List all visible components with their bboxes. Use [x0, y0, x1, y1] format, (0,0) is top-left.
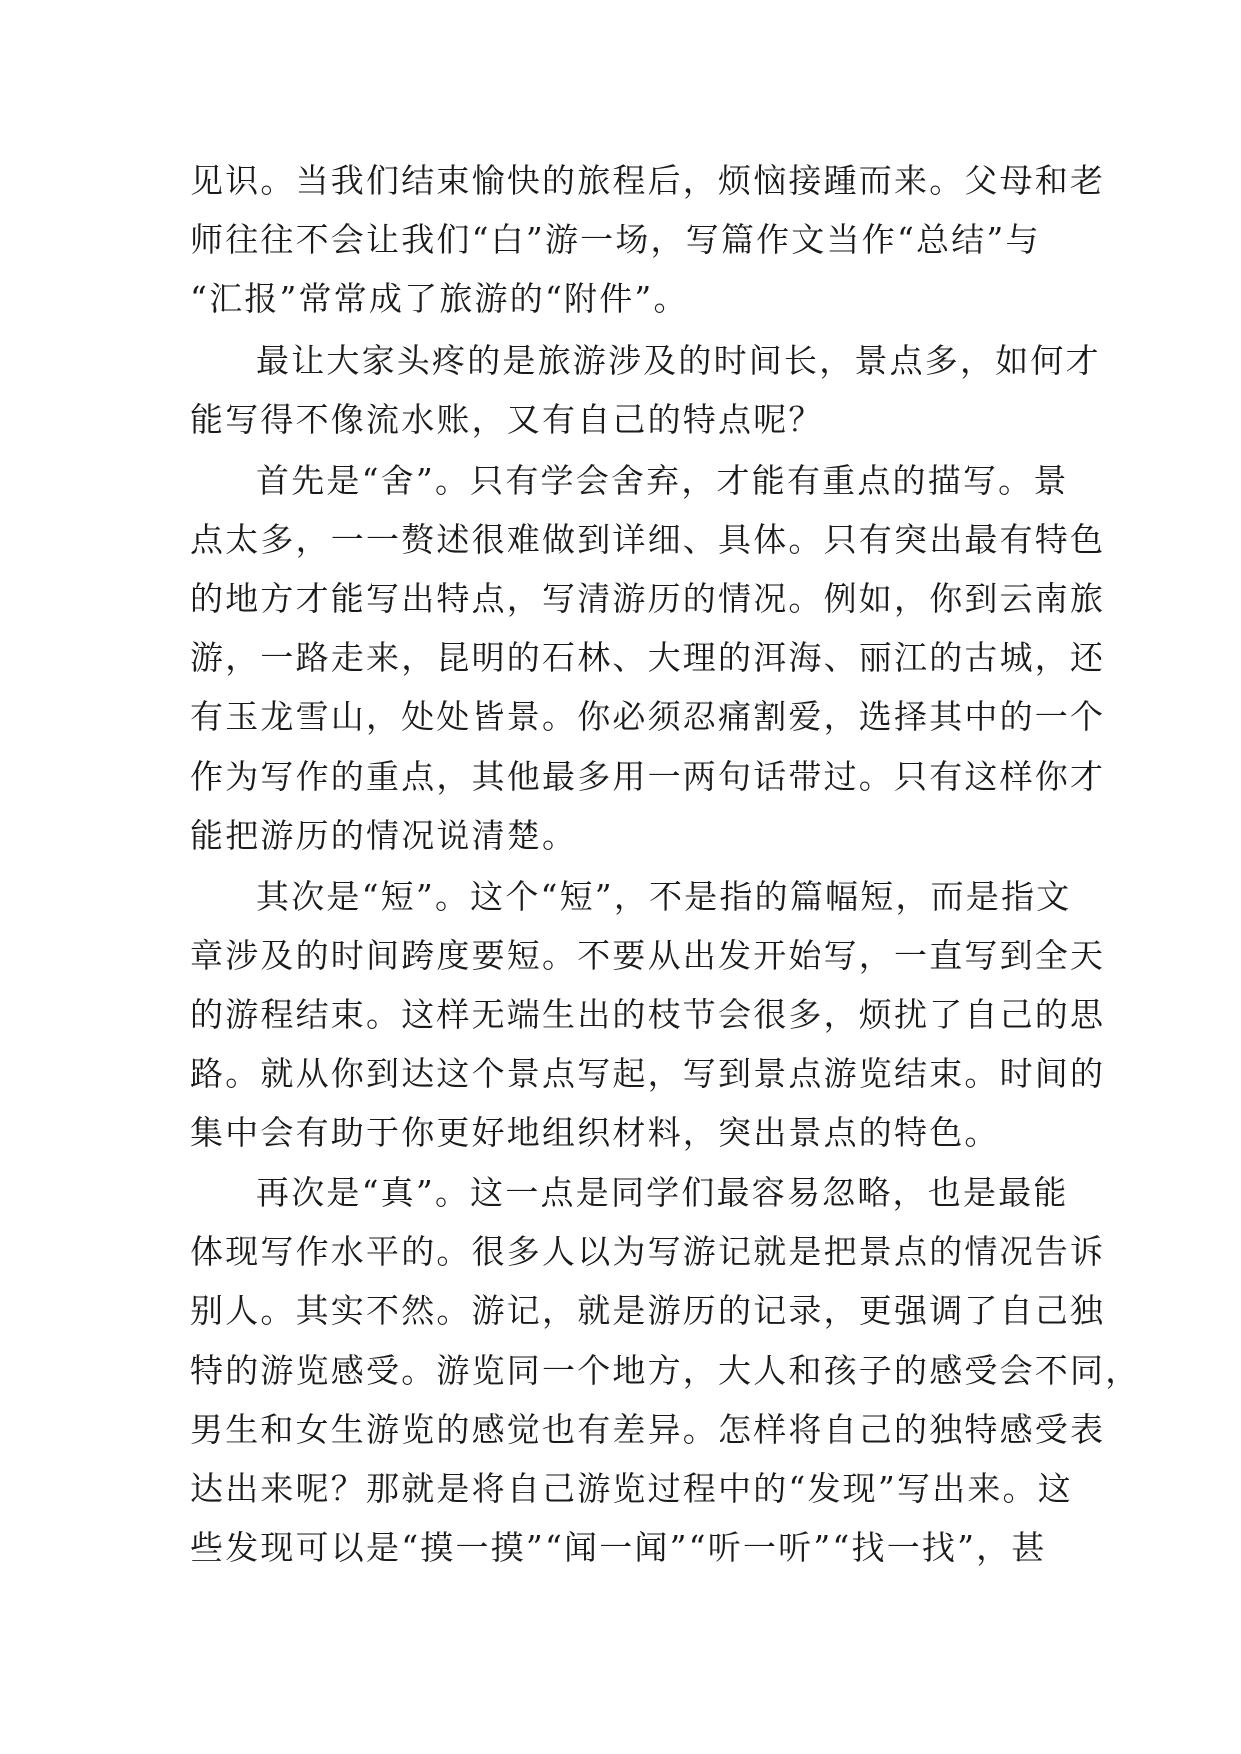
- text-line: 其次是“短”。这个“短”，不是指的篇幅短，而是指文: [256, 877, 1072, 916]
- text-line: 体现写作水平的。很多人以为写游记就是把景点的情况告诉: [190, 1232, 1106, 1271]
- text-line: 首先是“舍”。只有学会舍弃，才能有重点的描写。景: [256, 461, 1069, 500]
- text-line: 能把游历的情况说清楚。: [190, 816, 578, 855]
- text-line: 能写得不像流水账，又有自己的特点呢？: [190, 400, 824, 439]
- text-line: 作为写作的重点，其他最多用一两句话带过。只有这样你才: [190, 757, 1106, 796]
- text-line: 些发现可以是“摸一摸”“闻一闻”“听一听”“找一找”，甚: [190, 1528, 1047, 1567]
- text-line: 游，一路走来，昆明的石林、大理的洱海、丽江的古城，还: [190, 638, 1106, 677]
- text-line: 见识。当我们结束愉快的旅程后，烦恼接踵而来。父母和老: [190, 161, 1106, 200]
- text-line: 达出来呢？那就是将自己游览过程中的“发现”写出来。这: [190, 1469, 1073, 1508]
- text-line: 男生和女生游览的感觉也有差异。怎样将自己的独特感受表: [190, 1410, 1106, 1449]
- text-line: 点太多，一一赘述很难做到详细、具体。只有突出最有特色: [190, 520, 1106, 559]
- text-line: 师往往不会让我们“白”游一场，写篇作文当作“总结”与: [190, 220, 1041, 259]
- text-line: 别人。其实不然。游记，就是游历的记录，更强调了自己独: [190, 1291, 1106, 1330]
- text-line: 特的游览感受。游览同一个地方，大人和孩子的感受会不同，: [190, 1351, 1141, 1390]
- text-line: 再次是“真”。这一点是同学们最容易忽略，也是最能: [256, 1173, 1069, 1212]
- text-line: 的地方才能写出特点，写清游历的情况。例如，你到云南旅: [190, 579, 1106, 618]
- text-line: 章涉及的时间跨度要短。不要从出发开始写，一直写到全天: [190, 936, 1106, 975]
- text-line: 的游程结束。这样无端生出的枝节会很多，烦扰了自己的思: [190, 995, 1106, 1034]
- text-line: 有玉龙雪山，处处皆景。你必须忍痛割爱，选择其中的一个: [190, 697, 1106, 736]
- text-line: 集中会有助于你更好地组织材料，突出景点的特色。: [190, 1113, 1000, 1152]
- text-line: “汇报”常常成了旅游的“附件”。: [190, 279, 689, 318]
- text-line: 最让大家头疼的是旅游涉及的时间长，景点多，如何才: [256, 341, 1101, 380]
- text-line: 路。就从你到达这个景点写起，写到景点游览结束。时间的: [190, 1054, 1106, 1093]
